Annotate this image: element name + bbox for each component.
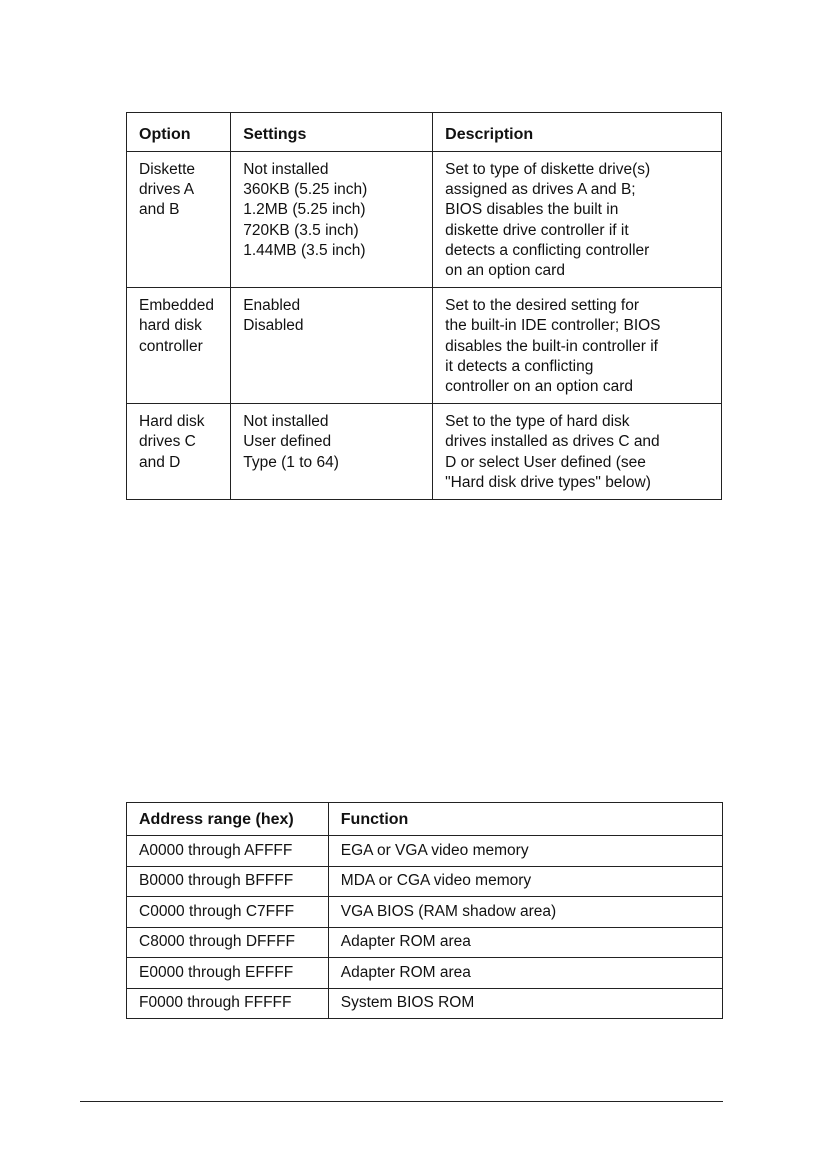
setting-line: Type (1 to 64) — [243, 453, 339, 471]
address-range-cell: B0000 through BFFFF — [127, 866, 329, 897]
option-line: hard disk — [139, 317, 202, 335]
option-line: and B — [139, 201, 180, 219]
address-range-cell: C0000 through C7FFF — [127, 897, 329, 928]
option-line: controller — [139, 337, 203, 355]
description-line: diskette drive controller if it — [445, 221, 629, 239]
description-line: it detects a conflicting — [445, 357, 594, 375]
memory-table-header-row — [127, 803, 723, 836]
function-cell: VGA BIOS (RAM shadow area) — [328, 897, 722, 928]
table-row — [127, 288, 722, 404]
setting-line: 1.44MB (3.5 inch) — [243, 241, 366, 259]
setting-line: Not installed — [243, 413, 329, 431]
description-line: controller on an option card — [445, 378, 633, 396]
address-range-cell: F0000 through FFFFF — [127, 988, 329, 1019]
table-row — [127, 836, 723, 867]
option-line: Embedded — [139, 297, 214, 315]
description-line: drives installed as drives C and — [445, 433, 660, 451]
description-cell — [433, 152, 722, 288]
description-line: BIOS disables the built in — [445, 201, 619, 219]
description-line: Set to type of diskette drive(s) — [445, 161, 651, 178]
address-range-cell: A0000 through AFFFF — [127, 836, 329, 867]
table-row — [127, 866, 723, 897]
option-cell — [127, 288, 231, 404]
description-line: detects a conflicting controller — [445, 241, 650, 259]
description-cell — [433, 288, 722, 404]
table-row — [127, 404, 722, 500]
options-table-header-row — [127, 113, 722, 152]
setting-line: Not installed — [243, 161, 329, 178]
option-line: and D — [139, 453, 181, 471]
setting-line: Enabled — [243, 297, 301, 315]
function-cell: Adapter ROM area — [328, 927, 722, 958]
settings-cell — [231, 404, 433, 500]
table-row — [127, 988, 723, 1019]
table-row — [127, 927, 723, 958]
column-header-description: Description — [433, 113, 722, 152]
settings-cell — [231, 152, 433, 288]
options-table — [126, 112, 722, 500]
column-header-settings: Settings — [231, 113, 433, 152]
option-line: drives C — [139, 433, 196, 451]
description-line: Set to the desired setting for — [445, 297, 640, 315]
description-line: disables the built-in controller if — [445, 337, 658, 355]
column-header-address-range: Address range (hex) — [127, 803, 329, 836]
description-line: D or select User defined (see — [445, 453, 646, 471]
table-row — [127, 897, 723, 928]
description-line: Set to the type of hard disk — [445, 413, 630, 431]
option-line: Hard disk — [139, 413, 205, 431]
function-cell: MDA or CGA video memory — [328, 866, 722, 897]
option-line: Diskette — [139, 161, 195, 178]
option-cell — [127, 404, 231, 500]
settings-cell — [231, 288, 433, 404]
memory-map-table — [126, 802, 723, 1019]
option-cell — [127, 152, 231, 288]
description-line: on an option card — [445, 262, 565, 280]
setting-line: User defined — [243, 433, 332, 451]
function-cell: EGA or VGA video memory — [328, 836, 722, 867]
footer-rule — [80, 1101, 723, 1102]
description-line: assigned as drives A and B; — [445, 181, 636, 199]
setting-line: Disabled — [243, 317, 304, 335]
address-range-cell: E0000 through EFFFF — [127, 958, 329, 989]
function-cell: System BIOS ROM — [328, 988, 722, 1019]
table-row — [127, 958, 723, 989]
option-line: drives A — [139, 181, 195, 199]
description-cell — [433, 404, 722, 500]
setting-line: 360KB (5.25 inch) — [243, 181, 368, 199]
description-line: "Hard disk drive types" below) — [445, 473, 651, 491]
column-header-function: Function — [328, 803, 722, 836]
column-header-option: Option — [127, 113, 231, 152]
setting-line: 1.2MB (5.25 inch) — [243, 201, 366, 219]
address-range-cell: C8000 through DFFFF — [127, 927, 329, 958]
description-line: the built-in IDE controller; BIOS — [445, 317, 661, 335]
setting-line: 720KB (3.5 inch) — [243, 221, 359, 239]
table-row — [127, 152, 722, 288]
function-cell: Adapter ROM area — [328, 958, 722, 989]
